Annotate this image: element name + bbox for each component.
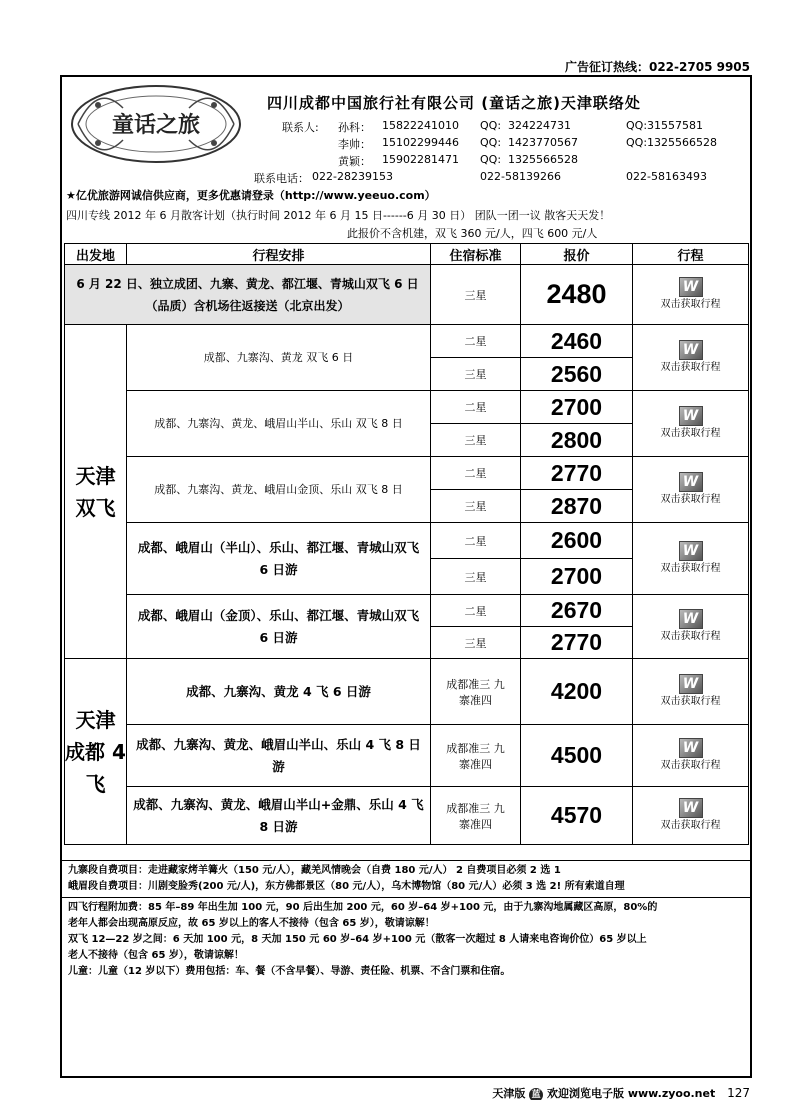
price: 2600 <box>521 523 633 559</box>
itinerary: 成都、九寨沟、黄龙、峨眉山半山、乐山 双飞 8 日 <box>127 391 431 457</box>
table-row <box>65 725 749 787</box>
price: 2670 <box>521 595 633 627</box>
itinerary: 成都、九寨沟、黄龙 4 飞 6 日游 <box>127 659 431 725</box>
notes <box>62 860 750 982</box>
price: 2480 <box>521 265 633 325</box>
price: 2770 <box>521 457 633 490</box>
schedule-link-label[interactable]: 双击获取行程 <box>660 631 721 642</box>
contact-name: 孙科： <box>338 121 371 134</box>
word-doc-icon[interactable]: W <box>679 674 703 694</box>
surcharge-notes <box>62 897 750 982</box>
contact-phone: 15102299446 <box>382 136 459 149</box>
hotel-standard: 三星 <box>431 265 521 325</box>
qq-label: QQ: <box>480 136 502 149</box>
price: 4500 <box>521 725 633 787</box>
price: 2770 <box>521 627 633 659</box>
itinerary: 成都、峨眉山（金顶）、乐山、都江堰、青城山双飞 6 日游 <box>127 595 431 659</box>
contact-name: 李帅： <box>338 138 371 151</box>
footer-text: 欢迎浏览电子版 www.zyoo.net <box>547 1087 716 1100</box>
table-row <box>65 265 749 325</box>
logo-ornament-icon <box>68 83 244 165</box>
price: 2700 <box>521 559 633 595</box>
word-doc-icon[interactable]: W <box>679 609 703 629</box>
promo-line: ★亿优旅游网诚信供应商，更多优惠请登录（http://www.yeeuo.com） <box>66 189 436 202</box>
note-line: 双飞 12—22 岁之间：6 天加 100 元，8 天加 150 元 60 岁–64 岁+100 元（散客一次超过 8 人请来电咨询价位）65 岁以上 <box>68 934 647 945</box>
itinerary: 成都、九寨沟、黄龙 双飞 6 日 <box>127 325 431 391</box>
qq-label: QQ: <box>480 119 502 132</box>
schedule-link[interactable] <box>633 523 749 595</box>
plan-note: 此报价不含机建，双飞 360 元/人，四飞 600 元/人 <box>347 227 598 240</box>
departure-tianjin-chengdu: 天津 成都 4 飞 <box>65 659 127 845</box>
table-row <box>65 659 749 725</box>
hotel-standard: 三星 <box>431 559 521 595</box>
hotel-standard: 成都准三 九寨准四 <box>431 725 521 787</box>
itinerary: 成都、峨眉山（半山）、乐山、都江堰、青城山双飞 6 日游 <box>127 523 431 595</box>
note-line: 九寨段自费项目：走进藏家烤羊篝火（150 元/人），藏羌风情晚会（自费 180 元/人） 2 自费项目必须 2 选 1 <box>68 865 561 876</box>
contact-phone: 15902281471 <box>382 153 459 166</box>
schedule-link[interactable] <box>633 457 749 523</box>
qq-number: 324224731 <box>508 119 571 132</box>
tel-number: 022-58139266 <box>480 170 561 183</box>
schedule-link[interactable] <box>633 595 749 659</box>
ad-hotline: 广告征订热线：022-2705 9905 <box>564 60 750 74</box>
word-doc-icon[interactable]: W <box>679 277 703 297</box>
hotel-standard: 三星 <box>431 490 521 523</box>
header <box>62 77 750 187</box>
special-itinerary: 6 月 22 日、独立成团、九寨、黄龙、都江堰、青城山双飞 6 日（品质）含机场往返接送（北京出发） <box>65 265 431 325</box>
qq-label: QQ: <box>480 153 502 166</box>
col-header-schedule: 行程 <box>633 244 749 265</box>
footer <box>492 1085 750 1100</box>
table-row <box>65 523 749 559</box>
hotel-standard: 二星 <box>431 325 521 358</box>
departure-tianjin-double: 天津 双飞 <box>65 325 127 659</box>
tel-number: 022-58163493 <box>626 170 707 183</box>
schedule-link-label[interactable]: 双击获取行程 <box>660 820 721 831</box>
edition-stamp-icon: 蓝 <box>529 1088 543 1100</box>
contact-name: 黄颖： <box>338 155 371 168</box>
itinerary: 成都、九寨沟、黄龙、峨眉山金顶、乐山 双飞 8 日 <box>127 457 431 523</box>
price: 2870 <box>521 490 633 523</box>
logo-text: 童话之旅 <box>111 112 201 138</box>
plan-line: 四川专线 2012 年 6 月散客计划（执行时间 2012 年 6 月 15 日------6 月 30 日） 团队一团一议 散客天天发！ <box>66 209 611 222</box>
company-name: 四川成都中国旅行社有限公司 (童话之旅)天津联络处 <box>267 94 641 112</box>
price: 2700 <box>521 391 633 424</box>
note-line: 老人不接待（包含 65 岁），敬请谅解！ <box>68 950 244 961</box>
note-line: 四飞行程附加费：85 年–89 年出生加 100 元，90 后出生加 200 元，60 岁–64 岁+100 元，由于九寨沟地属藏区高原，80%的 <box>68 902 658 913</box>
advert-frame <box>60 75 752 1078</box>
hotel-standard: 三星 <box>431 627 521 659</box>
word-doc-icon[interactable]: W <box>679 406 703 426</box>
hotel-standard: 二星 <box>431 391 521 424</box>
word-doc-icon[interactable]: W <box>679 738 703 758</box>
self-pay-notes <box>62 860 750 897</box>
contact-label: 联系人: <box>282 121 319 134</box>
qq-number: 1325566528 <box>508 153 578 166</box>
page-number: 127 <box>727 1086 750 1100</box>
tel-label: 联系电话： <box>254 172 309 185</box>
schedule-link-label[interactable]: 双击获取行程 <box>660 494 721 505</box>
schedule-link-label[interactable]: 双击获取行程 <box>660 563 721 574</box>
table-row <box>65 391 749 424</box>
table-row <box>65 595 749 627</box>
col-header-departure: 出发地 <box>65 244 127 265</box>
hotel-standard: 三星 <box>431 358 521 391</box>
schedule-link-label[interactable]: 双击获取行程 <box>660 760 721 771</box>
hotel-standard: 二星 <box>431 457 521 490</box>
word-doc-icon[interactable]: W <box>679 340 703 360</box>
price: 4200 <box>521 659 633 725</box>
note-line: 儿童：儿童（12 岁以下）费用包括：车、餐（不含早餐）、导游、责任险、机票、不含门票和住宿。 <box>68 966 511 977</box>
word-doc-icon[interactable]: W <box>679 798 703 818</box>
itinerary: 成都、九寨沟、黄龙、峨眉山半山+金鼎、乐山 4 飞 8 日游 <box>127 787 431 845</box>
col-header-price: 报价 <box>521 244 633 265</box>
price: 4570 <box>521 787 633 845</box>
itinerary: 成都、九寨沟、黄龙、峨眉山半山、乐山 4 飞 8 日游 <box>127 725 431 787</box>
schedule-link-label[interactable]: 双击获取行程 <box>660 696 721 707</box>
hotel-standard: 二星 <box>431 595 521 627</box>
schedule-link[interactable] <box>633 725 749 787</box>
table-row <box>65 787 749 845</box>
schedule-link-label[interactable]: 双击获取行程 <box>660 299 721 310</box>
qq-number: 1423770567 <box>508 136 578 149</box>
price: 2560 <box>521 358 633 391</box>
hotel-standard: 二星 <box>431 523 521 559</box>
schedule-link[interactable] <box>633 325 749 391</box>
hotel-standard: 成都准三 九寨准四 <box>431 659 521 725</box>
schedule-link[interactable] <box>633 659 749 725</box>
tel-number: 022-28239153 <box>312 170 393 183</box>
schedule-link-label[interactable]: 双击获取行程 <box>660 362 721 373</box>
price: 2460 <box>521 325 633 358</box>
contact-phone: 15822241010 <box>382 119 459 132</box>
tour-table <box>64 243 749 845</box>
schedule-link-label[interactable]: 双击获取行程 <box>660 428 721 439</box>
note-line: 老年人都会出现高原反应，故 65 岁以上的客人不接待（包含 65 岁），敬请谅解！ <box>68 918 435 929</box>
table-header-row <box>65 244 749 265</box>
hotel-standard: 三星 <box>431 424 521 457</box>
schedule-link[interactable] <box>633 787 749 845</box>
schedule-link[interactable] <box>633 391 749 457</box>
word-doc-icon[interactable]: W <box>679 541 703 561</box>
col-header-itinerary: 行程安排 <box>127 244 431 265</box>
schedule-link[interactable] <box>633 265 749 325</box>
qq-number-2: QQ:1325566528 <box>626 136 718 149</box>
table-row <box>65 325 749 358</box>
qq-number-2: QQ:31557581 <box>626 119 704 132</box>
price: 2800 <box>521 424 633 457</box>
note-line: 峨眉段自费项目：川剧变脸秀(200 元/人)，东方佛都景区（80 元/人），乌木博物馆（80 元/人）必须 3 选 2! 所有索道自理 <box>68 881 625 892</box>
word-doc-icon[interactable]: W <box>679 472 703 492</box>
col-header-hotel: 住宿标准 <box>431 244 521 265</box>
table-row <box>65 457 749 490</box>
edition-label: 天津版 <box>492 1087 526 1100</box>
hotel-standard: 成都准三 九寨准四 <box>431 787 521 845</box>
